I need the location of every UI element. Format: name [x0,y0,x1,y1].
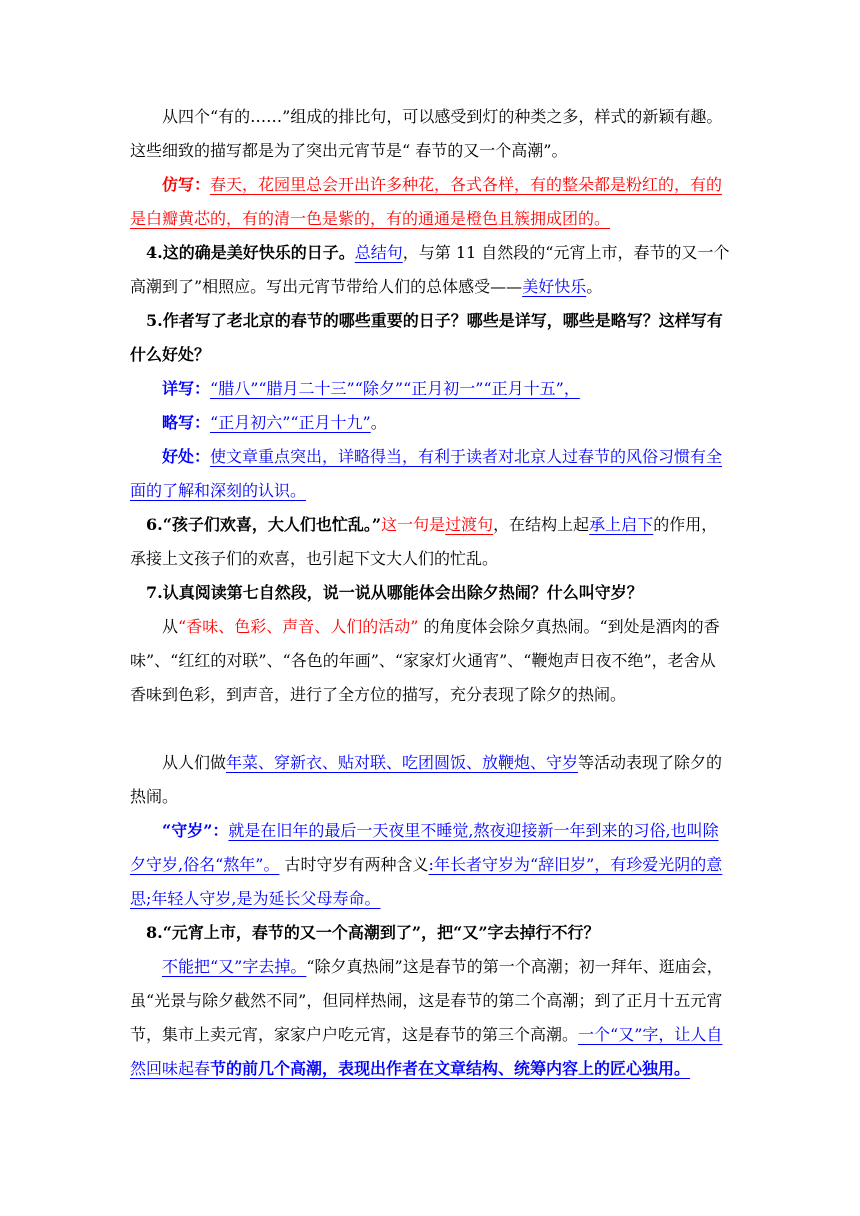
q5-detail [130,372,730,406]
imitation-label: 仿写： [162,175,211,194]
question-5 [130,304,730,372]
q7-question: 7.认真阅读第七自然段，说一说从哪能体会出除夕热闹？什么叫守岁？ [146,583,643,602]
q5-brief-label: 略写： [162,413,211,432]
q6-a1: 这一句是 [381,515,446,534]
q5-brief-text: “正月初六”“正月十九” [210,413,371,432]
imitation-paragraph [130,168,730,236]
intro-text: 从四个“有的……”组成的排比句，可以感受到灯的种类之多，样式的新颖有趣。这些细致的描写都是为了突出元宵节是“ 春节的又一个高潮”。 [130,107,723,160]
q7-p1-b: “香味、色彩、声音、人们的活动” [178,617,419,636]
q5-detail-text: “腊八”“腊月二十三”“除夕”“正月初一”“正月十五”， [210,379,580,398]
q5-benefit-text: 使文章重点突出，详略得当，有利于读者对北京人过春节的风俗习惯有全面的了解和深刻的认识。 [130,447,723,500]
q7-para-1 [130,610,730,712]
q4-answer-body: ，与第 11 自然段的“元宵上市，春节的又一个高潮到了”相照应。写出元宵节带给人们的总体感受—— [130,243,730,296]
q7-p3-a: 就是在旧年的最后一天夜里不睡觉,熬夜迎接新一年到来的习俗,也叫除夕守岁,俗名“熬年”。 [130,821,719,874]
question-8 [130,916,730,950]
q8-answer-body: “除夕真热闹”这是春节的第一个高潮；初一拜年、逛庙会，虽“光景与除夕截然不同”，但同样热闹，这是春节的第二个高潮；到了正月十五元宵节，集市上卖元宵，家家户户吃元宵，这是春节的第三个高潮。 [130,957,723,1044]
q5-question: 5.作者写了老北京的春节的哪些重要的日子？哪些是详写，哪些是略写？这样写有什么好处？ [130,311,723,364]
q4-question: 4.这的确是美好快乐的日子。 [146,243,355,262]
q4-answer-key: 总结句 [354,243,403,262]
q5-benefit-label: 好处： [162,447,211,466]
q7-p1-a: 从 [162,617,179,636]
q5-brief [130,406,730,440]
q8-question: 8.“元宵上市，春节的又一个高潮到了”，把“又”字去掉行不行？ [146,923,600,942]
imitation-text: 春天，花园里总会开出许多种花，各式各样，有的整朵都是粉红的，有的是白瓣黄芯的，有的清一色是紫的，有的通通是橙色且簇拥成团的。 [130,175,723,228]
q4-answer-end: 。 [586,277,603,296]
q8-answer-end1: 一个“又”字，让人自然回味起春 [130,1025,723,1078]
q7-p2-c: 等活动表现了除夕的热闹。 [130,753,723,806]
q7-p1-c: 的角度体会除夕真热闹。“到处是酒肉的香味”、“红红的对联”、“各色的年画”、“家家灯火通宵”、“鞭炮声日夜不绝”，老舍从香味到色彩，到声音，进行了全方位的描写，充分表现了除夕的热闹。 [130,617,720,704]
q7-p2-a: 从人们做 [162,753,227,772]
q6-a4: 承上启下 [589,515,654,534]
q5-benefit [130,440,730,508]
q7-p3-label: “守岁”： [162,821,229,840]
question-7 [130,576,730,610]
q8-answer-end2: 节的前几个高潮，表现出作者在文章结构、统筹内容上的匠心独用。 [210,1059,691,1078]
q6-a5: 的作用，承接上文孩子们的欢喜，也引起下文大人们的忙乱。 [130,515,718,568]
q5-brief-end: 。 [370,413,387,432]
intro-paragraph [130,100,730,168]
q7-p3-c: :年长者守岁为“辞旧岁”，有珍爱光阴的意思;年轻人守岁,是为延长父母寿命。 [130,855,723,908]
q8-answer [130,950,730,1086]
question-6 [130,508,730,576]
q7-p2-b: 年菜、穿新衣、贴对联、吃团圆饭、放鞭炮、守岁 [226,753,579,772]
q8-answer-lead: 不能把“又”字去掉。 [162,957,307,976]
q5-detail-label: 详写： [162,379,211,398]
q6-question: 6.“孩子们欢喜，大人们也忙乱。” [146,515,382,534]
q4-answer-feeling: 美好快乐 [522,277,587,296]
q7-p3-b: 古时守岁有两种含义 [279,855,429,874]
q7-para-3 [130,814,730,916]
q6-a2: 过渡句 [445,515,494,534]
q7-para-2 [130,746,730,814]
question-4 [130,236,730,304]
q6-a3: ，在结构上起 [493,515,590,534]
